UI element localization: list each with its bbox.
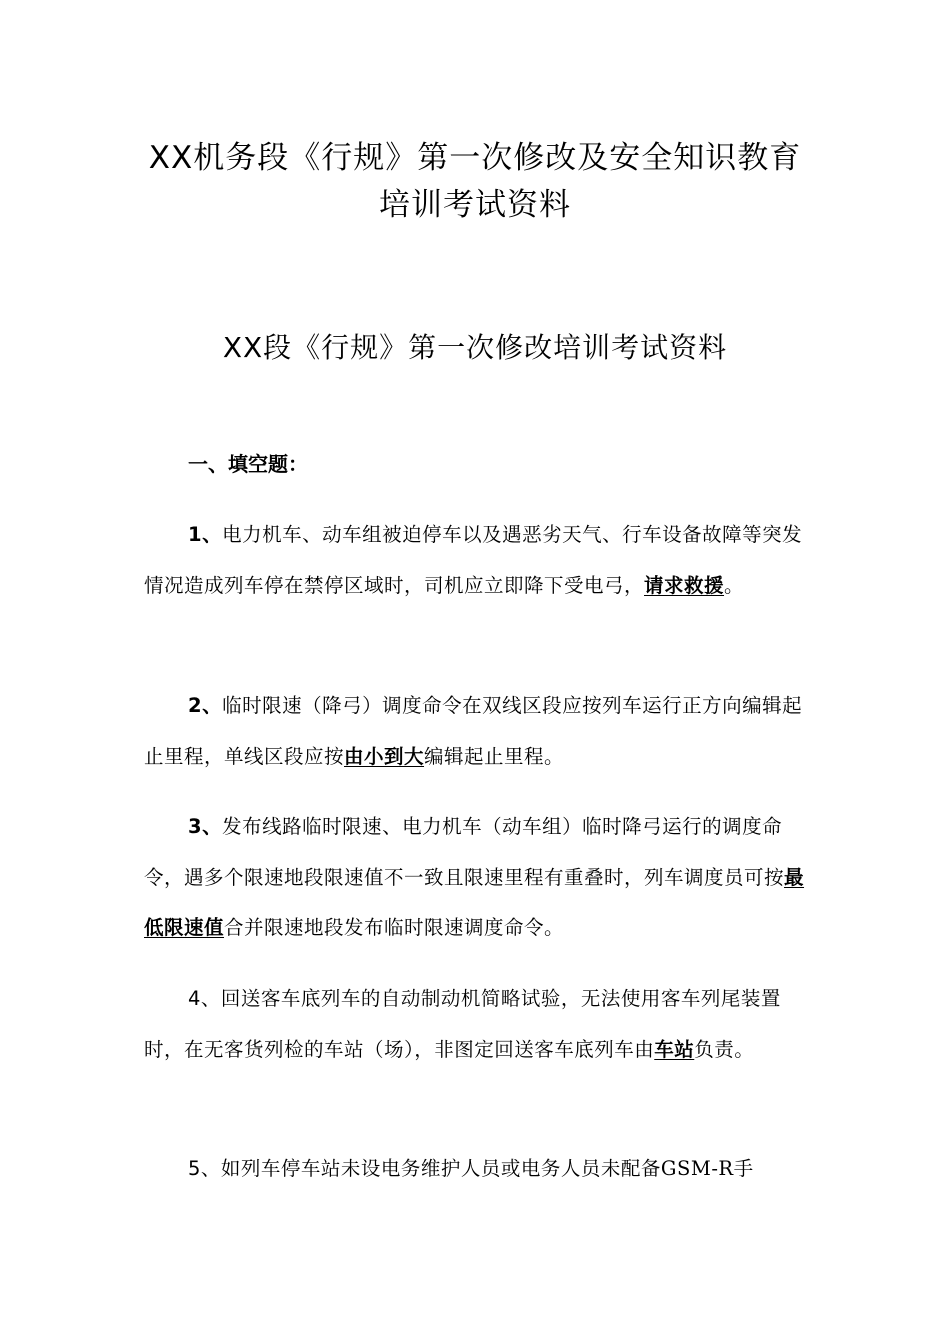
- question-answer: 车站: [654, 1037, 695, 1061]
- question-text-after: 合并限速地段发布临时限速调度命令。: [224, 916, 565, 939]
- document-title-line-2: 培训考试资料: [379, 187, 571, 223]
- question-text-after: 负责。: [694, 1037, 755, 1061]
- question-5: [144, 1144, 806, 1195]
- question-text: 电力机车、动车组被迫停车以及遇恶劣天气、行车设备故障等突发情况造成列车停在禁停区域时，司机应立即降下受电弓，: [144, 523, 803, 597]
- question-text-after: 编辑起止里程。: [424, 744, 565, 768]
- question-text: 临时限速（降弓）调度命令在双线区段应按列车运行正方向编辑起止里程，单线区段应按: [144, 694, 803, 768]
- question-text: 如列车停车站未设电务维护人员或电务人员未配备GSM-R手: [220, 1157, 754, 1180]
- section-heading-fill-in-blank: 一、填空题：: [188, 452, 308, 476]
- question-number: 2、: [188, 694, 223, 717]
- question-4: [144, 974, 806, 1075]
- question-answer: 由小到大: [344, 744, 425, 768]
- question-text: 回送客车底列车的自动制动机简略试验，无法使用客车列尾装置时，在无客货列检的车站（场），非图定回送客车底列车由: [144, 987, 781, 1061]
- document-title-line-1: XX机务段《行规》第一次修改及安全知识教育: [148, 140, 802, 176]
- question-2: [144, 681, 806, 782]
- question-3: [144, 802, 806, 954]
- question-text-after: 。: [724, 573, 745, 597]
- question-number: 3、: [188, 815, 223, 838]
- question-number: 1、: [188, 523, 223, 546]
- question-answer: 最低限速值: [144, 865, 805, 939]
- question-text: 发布线路临时限速、电力机车（动车组）临时降弓运行的调度命令，遇多个限速地段限速值不一致且限速里程有重叠时，列车调度员可按: [144, 815, 785, 889]
- document-subtitle: XX段《行规》第一次修改培训考试资料: [222, 331, 728, 364]
- question-1: [144, 510, 806, 611]
- question-number: 5、: [188, 1157, 221, 1180]
- question-number: 4、: [188, 987, 221, 1010]
- question-answer: 请求救援: [644, 573, 725, 597]
